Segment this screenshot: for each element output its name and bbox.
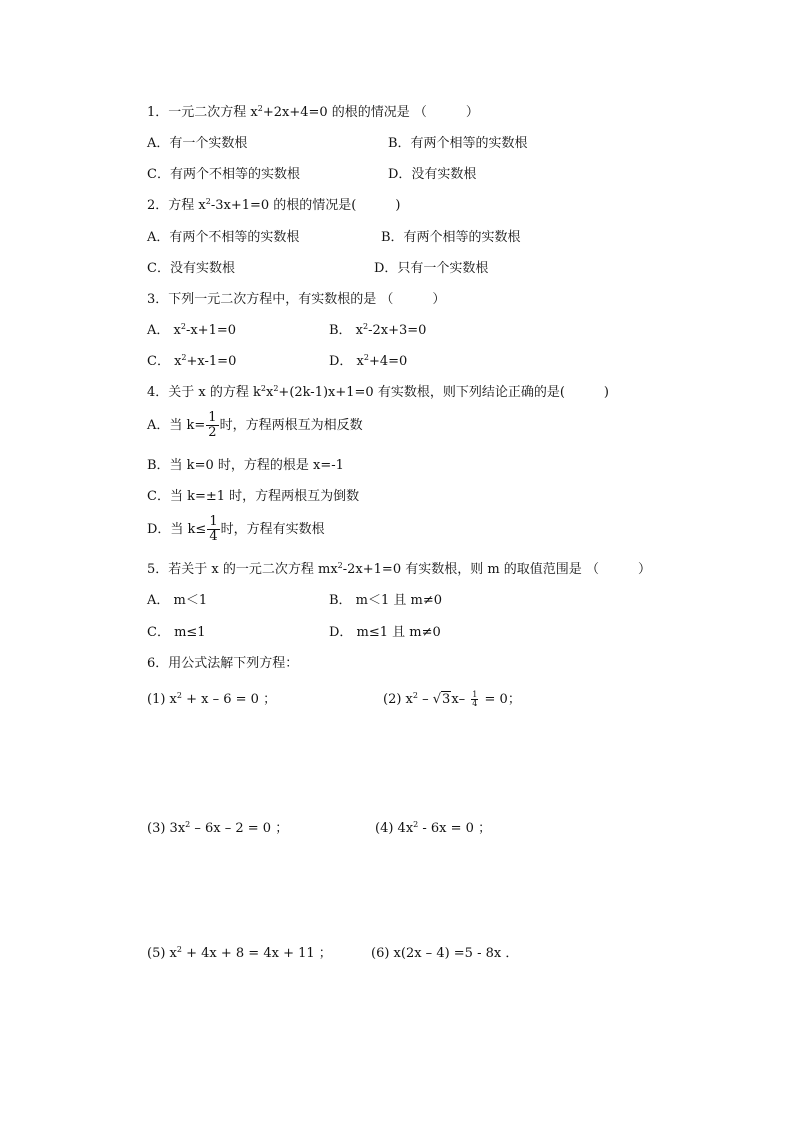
- q4-d-suffix: 时，方程有实数根: [220, 522, 325, 537]
- q1-stem-prefix: 1．一元二次方程 x: [147, 105, 258, 120]
- q2-option-c: C．没有实数根: [147, 261, 235, 276]
- q6-p4-prefix: (4) 4x: [375, 821, 414, 836]
- q4-a-prefix: A．当 k=: [147, 418, 206, 433]
- q6-p5-exponent: 2: [176, 945, 182, 954]
- q6-p3-prefix: (3) 3x: [147, 821, 186, 836]
- q5-stem-prefix: 5．若关于 x 的一元二次方程 mx: [147, 562, 338, 577]
- q6-p2-radicand: 3: [442, 692, 451, 707]
- q4-stem-suffix: +(2k-1)x+1=0 有实数根，则下列结论正确的是( ): [278, 385, 609, 400]
- q6-p2-fraction: [471, 691, 478, 708]
- q3-d-prefix: D． x: [329, 354, 364, 369]
- q3-stem: 3．下列一元二次方程中，有实数根的是 （ ）: [147, 292, 446, 307]
- q6-part-6: (6) x(2x – 4) =5 - 8x ．: [371, 946, 519, 961]
- q3-option-d: [329, 353, 407, 371]
- q6-p3-suffix: – 6x – 2 = 0 ；: [190, 821, 289, 836]
- q4-option-c: C．当 k=±1 时，方程两根互为倒数: [147, 489, 360, 504]
- q2-option-d: D．只有一个实数根: [374, 261, 489, 276]
- q1-option-c: C．有两个不相等的实数根: [147, 167, 300, 182]
- q2-stem: [147, 197, 400, 215]
- q6-p5-suffix: + 4x + 8 = 4x + 11 ；: [181, 946, 332, 961]
- q6-p1-prefix: (1) x: [147, 692, 177, 707]
- q6-stem: 6．用公式法解下列方程：: [147, 656, 299, 671]
- q6-p5-prefix: (5) x: [147, 946, 177, 961]
- q6-p2-numerator: 1: [472, 690, 478, 699]
- q6-p2-sqrt-sign: √: [432, 692, 442, 707]
- q4-stem-exponent-2: 2: [273, 384, 279, 393]
- q4-option-a: [147, 411, 363, 440]
- q4-stem-exponent-1: 2: [260, 384, 266, 393]
- q6-part-5: [147, 945, 332, 963]
- q6-p2-exponent: 2: [412, 691, 418, 700]
- q5-stem-exponent: 2: [337, 561, 343, 570]
- q4-d-fraction: [207, 515, 219, 544]
- q5-option-b: B． m＜1 且 m≠0: [329, 593, 443, 608]
- q5-option-c: C． m≤1: [147, 625, 206, 640]
- q5-stem-suffix: -2x+1=0 有实数根，则 m 的取值范围是 （ ）: [342, 562, 651, 577]
- q6-part-4: [375, 820, 491, 838]
- q4-d-numerator: 1: [209, 514, 218, 529]
- q4-a-denominator: 2: [208, 425, 217, 440]
- q3-a-exponent: 2: [180, 322, 186, 331]
- q4-d-prefix: D．当 k≤: [147, 522, 207, 537]
- q6-p1-exponent: 2: [176, 691, 182, 700]
- q1-option-a: A．有一个实数根: [147, 136, 248, 151]
- q3-option-c: [147, 353, 236, 371]
- q6-p2-minus: –: [417, 692, 433, 707]
- q3-c-exponent: 2: [181, 353, 187, 362]
- q1-option-b: B．有两个相等的实数根: [388, 136, 528, 151]
- q6-p1-suffix: + x – 6 = 0 ；: [181, 692, 277, 707]
- q2-option-b: B．有两个相等的实数根: [381, 230, 521, 245]
- q4-stem-mid: x: [265, 385, 274, 400]
- q6-p4-exponent: 2: [413, 820, 419, 829]
- q6-part-2: [383, 691, 521, 709]
- q1-stem-exponent: 2: [257, 104, 263, 113]
- q4-a-suffix: 时，方程两根互为相反数: [219, 418, 363, 433]
- q4-a-fraction: [206, 411, 218, 440]
- q2-stem-suffix: -3x+1=0 的根的情况是( ): [210, 198, 401, 213]
- q4-d-denominator: 4: [209, 529, 218, 544]
- q1-option-d: D．没有实数根: [388, 167, 477, 182]
- q6-p4-suffix: - 6x = 0 ；: [418, 821, 492, 836]
- q3-option-a: [147, 322, 236, 340]
- q4-stem-prefix: 4．关于 x 的方程 k: [147, 385, 261, 400]
- q3-a-prefix: A． x: [147, 323, 181, 338]
- q4-stem: [147, 384, 609, 402]
- q6-part-3: [147, 820, 288, 838]
- q5-option-d: D． m≤1 且 m≠0: [329, 625, 441, 640]
- q6-p2-after: x–: [451, 692, 470, 707]
- q3-option-b: [329, 322, 426, 340]
- q3-c-prefix: C． x: [147, 354, 182, 369]
- q3-b-prefix: B． x: [329, 323, 364, 338]
- q4-option-b: B．当 k=0 时，方程的根是 x=-1: [147, 458, 344, 473]
- q3-d-exponent: 2: [363, 353, 369, 362]
- q1-stem: [147, 104, 479, 122]
- q6-p2-sqrt: [433, 691, 452, 709]
- q3-b-suffix: -2x+3=0: [368, 323, 427, 338]
- q5-option-a: A． m＜1: [147, 593, 208, 608]
- q3-c-suffix: +x-1=0: [186, 354, 237, 369]
- q4-option-d: [147, 515, 325, 544]
- q6-p2-prefix: (2) x: [383, 692, 413, 707]
- q4-a-numerator: 1: [208, 410, 217, 425]
- q6-p2-denominator: 4: [472, 699, 478, 708]
- q1-stem-suffix: +2x+4=0 的根的情况是 （ ）: [262, 105, 479, 120]
- q3-a-suffix: -x+1=0: [185, 323, 237, 338]
- q2-stem-prefix: 2．方程 x: [147, 198, 206, 213]
- q2-option-a: A．有两个不相等的实数根: [147, 230, 300, 245]
- q6-p3-exponent: 2: [185, 820, 191, 829]
- q2-stem-exponent: 2: [205, 197, 211, 206]
- q3-b-exponent: 2: [363, 322, 369, 331]
- q6-part-1: [147, 691, 276, 709]
- q5-stem: [147, 561, 651, 579]
- q3-d-suffix: +4=0: [368, 354, 408, 369]
- q6-p2-suffix: = 0；: [480, 692, 521, 707]
